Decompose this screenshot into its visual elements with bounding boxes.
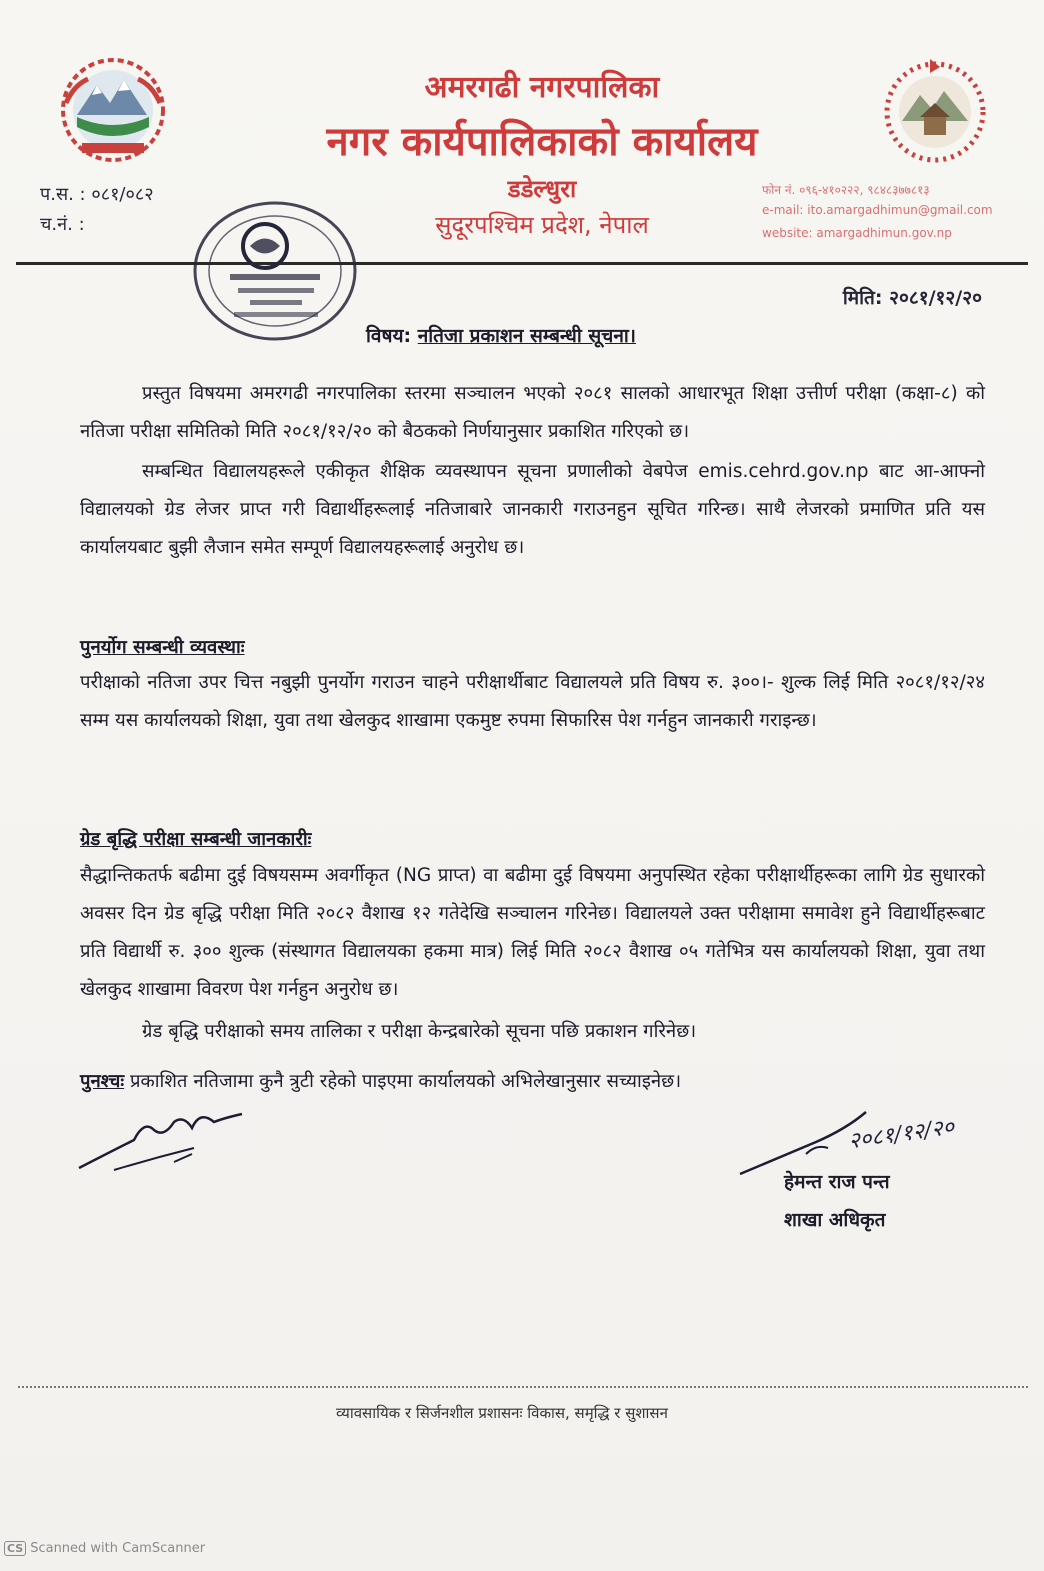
postscript-text: प्रकाशित नतिजामा कुनै त्रुटी रहेको पाइएमा कार्यालयको अभिलेखानुसार सच्याइनेछ। bbox=[130, 1071, 682, 1092]
paragraph-2-text: सम्बन्धित विद्यालयहरूले एकीकृत शैक्षिक व्यवस्थापन सूचना प्रणालीको वेबपेज emis.cehrd.gov.np बाट आ-आफ्नो विद्यालयको ग्रेड लेजर प्राप्त गरी विद्यार्थीहरूलाई नतिजाबारे जानकारी गराउनहुन सूचित गरिन्छ। साथै लेजरको प्रमाणित प्रति यस कार्यालयबाट बुझी लैजान समेत सम्पूर्ण विद्यालयहरूलाई अनुरोध छ। bbox=[80, 461, 985, 558]
subject-text: नतिजा प्रकाशन सम्बन्धी सूचना। bbox=[417, 325, 636, 347]
schedule-paragraph bbox=[80, 1013, 985, 1051]
subject-prefix: विषय: bbox=[366, 325, 412, 347]
recount-paragraph: परीक्षाको नतिजा उपर चित्त नबुझी पुनर्योग गराउन चाहने परीक्षार्थीबाट विद्यालयले प्रति विषय रु. ३००।- शुल्क लिई मिति २०८१/१२/२४ सम्म यस कार्यालयको शिक्षा, युवा तथा खेलकुद शाखामा एकमुष्ट रुपमा सिफारिस पेश गर्नहुन जानकारी गराइन्छ। bbox=[80, 672, 985, 731]
municipality-name: अमरगढी नगरपालिका bbox=[424, 70, 660, 105]
grade-improvement-paragraph: सैद्धान्तिकतर्फ बढीमा दुई विषयसम्म अवर्गीकृत (NG प्राप्त) वा बढीमा दुई विषयमा अनुपस्थित रहेका परीक्षार्थीहरूका लागि ग्रेड सुधारको अवसर दिन ग्रेड बृद्धि परीक्षा मिति २०८२ वैशाख १२ गतेदेखि सञ्चालन गरिनेछ। विद्यालयले उक्त परीक्षामा समावेश हुने विद्यार्थीहरूबाट प्रति विद्यार्थी रु. ३०० शुल्क (संस्थागत विद्यालयका हकमा मात्र) लिई मिति २०८२ वैशाख ०५ गतेभित्र यस कार्यालयको शिक्षा, युवा तथा खेलकुद शाखामा विवरण पेश गर्नहुन अनुरोध छ। bbox=[80, 865, 985, 1000]
body-paragraph-2 bbox=[80, 453, 985, 567]
postscript bbox=[80, 1068, 681, 1093]
paragraph-1-text: प्रस्तुत विषयमा अमरगढी नगरपालिका स्तरमा सञ्चालन भएको २०८१ सालको आधारभूत शिक्षा उत्तीर्ण परीक्षा (कक्षा-८) को नतिजा परीक्षा समितिको मिति २०८१/१२/२० को बैठकको निर्णयानुसार प्रकाशित गरिएको छ। bbox=[80, 383, 985, 442]
footer-slogan: व्यावसायिक र सिर्जनशील प्रशासनः विकास, समृद्धि र सुशासन bbox=[336, 1404, 668, 1422]
body-paragraph-1 bbox=[80, 375, 985, 451]
postscript-label: पुनश्चः bbox=[80, 1071, 125, 1092]
office-name: नगर कार्यपालिकाको कार्यालय bbox=[326, 119, 758, 165]
contact-website: website: amargadhimun.gov.np bbox=[762, 226, 952, 240]
province-country: सुदूरपश्चिम प्रदेश, नेपाल bbox=[435, 211, 649, 239]
grade-improvement-heading: ग्रेड बृद्धि परीक्षा सम्बन्धी जानकारीः bbox=[80, 829, 312, 850]
recount-heading: पुनर्योग सम्बन्धी व्यवस्थाः bbox=[80, 637, 245, 658]
schedule-text: ग्रेड बृद्धि परीक्षाको समय तालिका र परीक्षा केन्द्रबारेको सूचना पछि प्रकाशन गरिनेछ। bbox=[142, 1021, 697, 1042]
camscanner-icon: CS bbox=[4, 1541, 26, 1556]
district-name: डडेल्धुरा bbox=[507, 175, 577, 203]
signatory-designation: शाखा अधिकृत bbox=[784, 1209, 886, 1231]
header-divider bbox=[16, 262, 1028, 265]
document-date: मिति: २०८१/१२/२० bbox=[842, 287, 982, 309]
signatory-name: हेमन्त राज पन्त bbox=[784, 1171, 890, 1193]
office-seal-stamp bbox=[190, 196, 360, 346]
contact-phone: फोन नं. ०९६-४१०२२२, ९८४८३७७८१३ bbox=[762, 183, 930, 197]
footer-divider bbox=[18, 1386, 1028, 1388]
dispatch-number: च.नं. : bbox=[40, 214, 85, 235]
scanner-watermark bbox=[4, 1541, 205, 1556]
letter-number: प.स. : ०८१/०८२ bbox=[40, 184, 154, 205]
scanner-text: Scanned with CamScanner bbox=[30, 1541, 206, 1556]
handwritten-date: २०८१/१२/२० bbox=[846, 1114, 956, 1155]
left-signature bbox=[74, 1100, 264, 1180]
subject-line bbox=[366, 322, 636, 348]
contact-email: e-mail: ito.amargadhimun@gmail.com bbox=[762, 203, 993, 217]
